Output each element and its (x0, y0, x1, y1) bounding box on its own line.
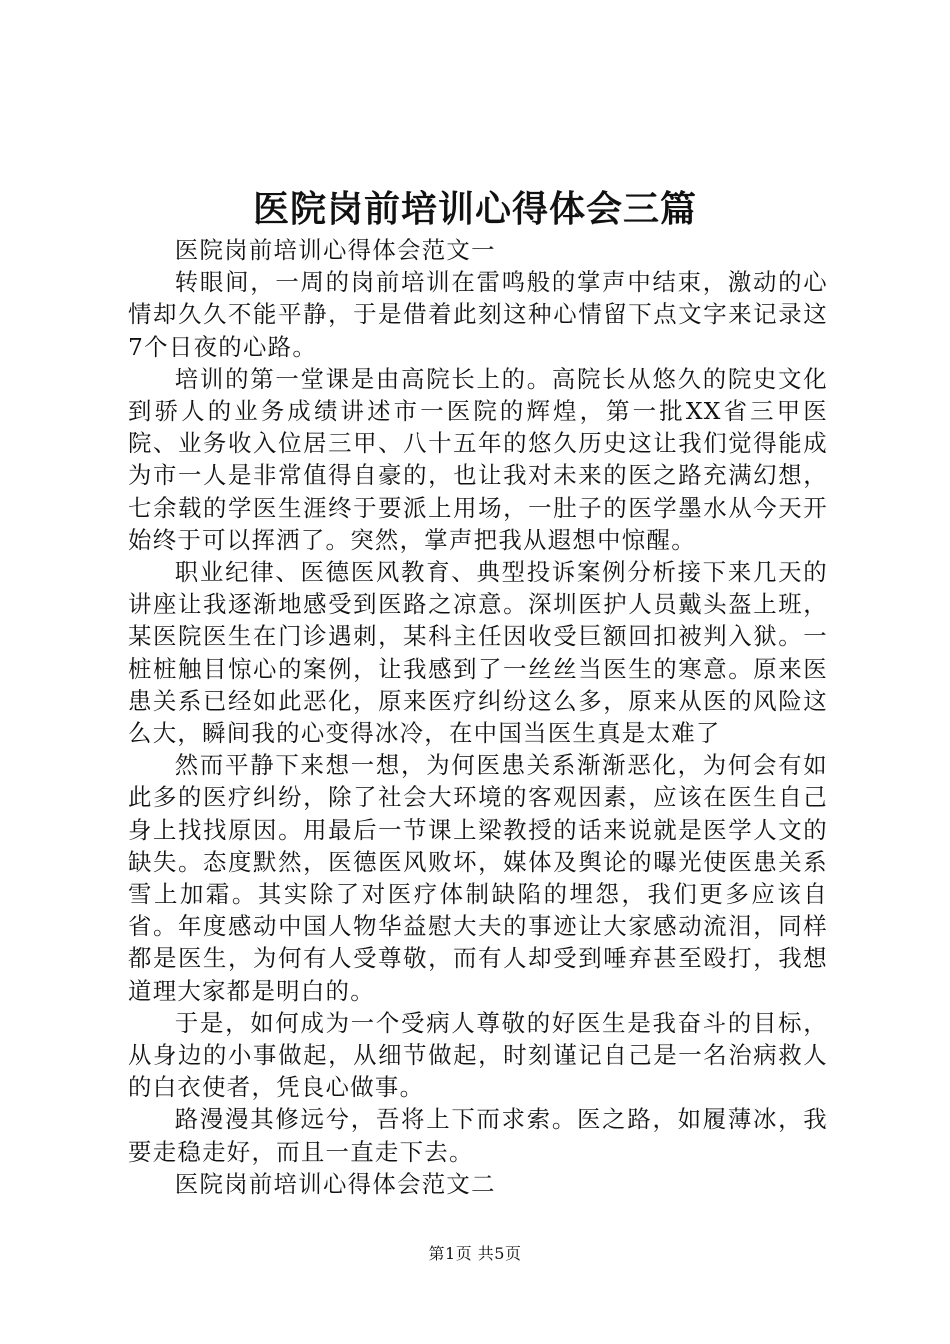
body-paragraph: 职业纪律、医德医风教育、典型投诉案例分析接下来几天的讲座让我逐渐地感受到医路之凉意。深圳医护人员戴头盔上班，某医院医生在门诊遇刺，某科主任因收受巨额回扣被判入狱。一桩桩触目惊心的案例，让我感到了一丝丝当医生的寒意。原来医患关系已经如此恶化，原来医疗纠纷这么多，原来从医的风险这么大，瞬间我的心变得冰冷，在中国当医生真是太难了 (128, 558, 828, 748)
body-paragraph: 于是，如何成为一个受病人尊敬的好医生是我奋斗的目标，从身边的小事做起，从细节做起，时刻谨记自己是一名治病救人的白衣使者，凭良心做事。 (128, 1008, 828, 1102)
body-paragraph: 转眼间，一周的岗前培训在雷鸣般的掌声中结束，激动的心情却久久不能平静，于是借着此刻这种心情留下点文字来记录这7个日夜的心路。 (128, 268, 828, 361)
section-heading: 医院岗前培训心得体会范文二 (174, 1169, 496, 1198)
section-heading: 医院岗前培训心得体会范文一 (174, 236, 496, 264)
body-paragraph: 路漫漫其修远兮，吾将上下而求索。医之路，如履薄冰，我要走稳走好，而且一直走下去。 (128, 1105, 828, 1166)
body-paragraph: 然而平静下来想一想，为何医患关系渐渐恶化，为何会有如此多的医疗纠纷，除了社会大环境的客观因素，应该在医生自己身上找找原因。用最后一节课上梁教授的话来说就是医学人文的缺失。态度默然，医德医风败坏，媒体及舆论的曝光使医患关系雪上加霜。其实除了对医疗体制缺陷的埋怨，我们更多应该自省。年度感动中国人物华益慰大夫的事迹让大家感动流泪，同样都是医生，为何有人受尊敬，而有人却受到唾弃甚至殴打，我想道理大家都是明白的。 (128, 751, 828, 1005)
document-title: 医院岗前培训心得体会三篇 (252, 188, 697, 230)
document-body (128, 234, 828, 1200)
body-paragraph: 培训的第一堂课是由高院长上的。高院长从悠久的院史文化到骄人的业务成绩讲述市一医院的辉煌，第一批XX省三甲医院、业务收入位居三甲、八十五年的悠久历史这让我们觉得能成为市一人是非常值得自豪的，也让我对未来的医之路充满幻想，七余载的学医生涯终于要派上用场，一肚子的医学墨水从今天开始终于可以挥洒了。突然，掌声把我从遐想中惊醒。 (128, 364, 828, 554)
page-footer: 第1页 共5页 (428, 1244, 522, 1263)
